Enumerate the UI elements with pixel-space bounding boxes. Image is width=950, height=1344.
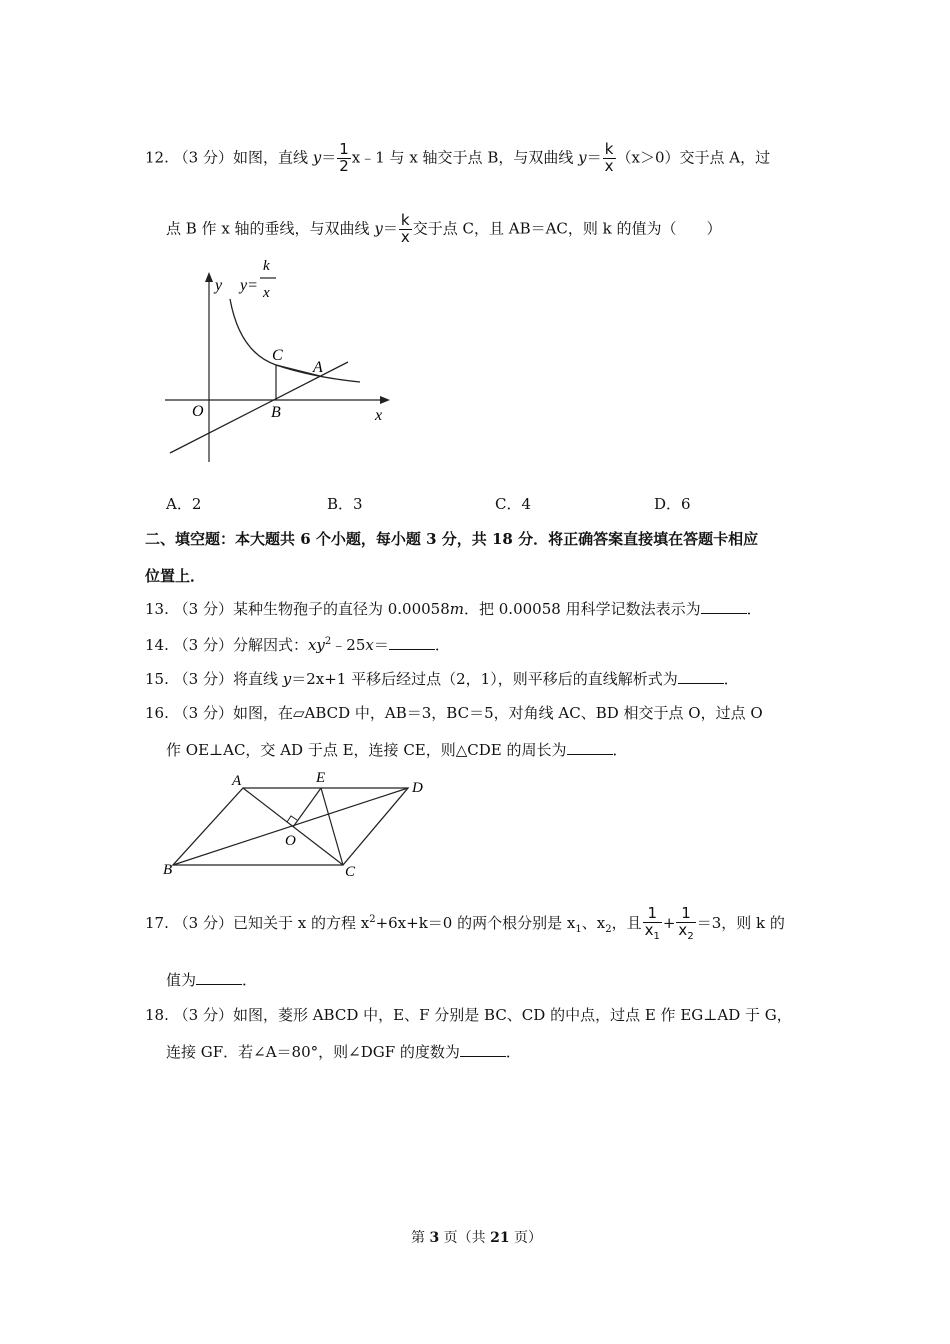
q12-var-y: y <box>312 148 322 167</box>
q16-figure <box>158 765 438 883</box>
q12-number: 12. <box>145 148 169 167</box>
q16-right-angle-icon <box>287 816 297 822</box>
q12-eq2: ＝ <box>586 148 602 167</box>
section2-heading-line2: 位置上． <box>145 567 206 585</box>
q14-expr-x: x <box>365 636 374 654</box>
q12-point-o: O <box>192 403 204 420</box>
q17-text-d: ＝3，则 k 的 <box>696 914 785 933</box>
q12-option-a[interactable]: A．2 <box>166 495 202 513</box>
q12-option-b[interactable]: B．3 <box>327 495 363 513</box>
q16-text-line2: 作 OE⊥AC，交 AD 于点 E，连接 CE，则△CDE 的周长为 <box>166 741 567 759</box>
q14-number: 14. <box>145 636 169 654</box>
q12-x-arrow-icon <box>380 396 390 404</box>
q12-line2-a: 点 B 作 x 轴的垂线，与双曲线 <box>166 219 375 238</box>
q17-text-a: 已知关于 x 的方程 x <box>232 914 370 933</box>
q18-line2 <box>166 1043 521 1061</box>
q14 <box>145 636 450 654</box>
q15-expr-y: y <box>282 670 292 688</box>
q12-point-c: C <box>272 347 283 364</box>
q12-point-b: B <box>271 404 281 421</box>
q14-expr-xy: xy <box>307 636 325 654</box>
q15-text-b: ＝2x+1 平移后经过点（2，1），则平移后的直线解析式为 <box>291 670 678 688</box>
q17-score: （3 分） <box>173 914 233 933</box>
q14-score: （3 分） <box>173 636 233 654</box>
q13-text-a: 某种生物孢子的直径为 0.00058 <box>232 600 450 618</box>
q12-line2-b: 交于点 C，且 AB＝AC，则 k 的值为（ ） <box>412 219 722 238</box>
q14-expr-eq: ＝ <box>373 636 389 654</box>
q12-line2 <box>166 213 722 246</box>
q14-end: ． <box>434 636 450 654</box>
q17-text-b: +6x+k＝0 的两个根分别是 x <box>375 914 576 933</box>
q18-text-line1: 如图，菱形 ABCD 中，E、F 分别是 BC、CD 的中点，过点 E 作 EG⊥AD 于 G， <box>232 1006 792 1024</box>
q17-fraction-2: $\frac{1}{x_2}$ <box>678 904 694 942</box>
q12-eq: ＝ <box>321 148 337 167</box>
q12-func-k: k <box>263 258 270 274</box>
q17-end: ． <box>242 971 258 989</box>
q12-k-over-x-fraction-2: $\frac{k}{x}$ <box>400 211 410 246</box>
q12-func-label: y= <box>240 277 258 294</box>
q12-k-over-x-fraction: $\frac{k}{x}$ <box>604 140 614 175</box>
q16-point-b: B <box>163 862 173 878</box>
q16-score: （3 分） <box>173 704 233 722</box>
q13-end: ． <box>746 600 762 618</box>
q15 <box>145 670 739 688</box>
q17-text-line2: 值为 <box>166 971 197 989</box>
q13-number: 13. <box>145 600 169 618</box>
q14-text-a: 分解因式： <box>232 636 308 654</box>
q17-sup: 2 <box>369 914 376 926</box>
q12-text-1: 如图，直线 <box>232 148 313 167</box>
q12-axis-x-label: x <box>375 407 383 424</box>
q17-line1 <box>145 906 785 942</box>
q14-expr-b: ﹣25 <box>331 636 366 654</box>
q13-score: （3 分） <box>173 600 233 618</box>
q15-end: ． <box>723 670 739 688</box>
q12-axis-y-label: y <box>215 277 223 294</box>
q15-text-a: 将直线 <box>232 670 283 688</box>
q12-point-a: A <box>313 359 323 376</box>
q16-end: ． <box>612 741 628 759</box>
q16-point-e: E <box>316 770 326 786</box>
q12-eq3: ＝ <box>382 219 398 238</box>
q13-unit: m <box>449 600 464 618</box>
q12-func-x: x <box>263 285 270 301</box>
q17-line2 <box>166 971 257 989</box>
q18-end: ． <box>505 1043 521 1061</box>
q16-answer-blank[interactable] <box>567 742 613 755</box>
q17-fraction-1: $\frac{1}{x_1}$ <box>644 904 660 942</box>
q12-text-2: x﹣1 与 x 轴交于点 B，与双曲线 <box>351 148 579 167</box>
q12-var-y3: y <box>374 219 383 238</box>
q15-score: （3 分） <box>173 670 233 688</box>
q12-figure <box>160 252 400 467</box>
q17-number: 17. <box>145 914 169 933</box>
q16-segment-ce <box>321 788 343 865</box>
q13-text-b: ．把 0.00058 用科学记数法表示为 <box>464 600 701 618</box>
q16-line2 <box>166 741 628 759</box>
q12-text-3: （x＞0）交于点 A，过 <box>616 148 771 167</box>
q16-number: 16. <box>145 704 169 722</box>
q12-option-d[interactable]: D．6 <box>654 495 691 513</box>
q16-line1 <box>145 704 763 722</box>
q12-option-c[interactable]: C．4 <box>495 495 532 513</box>
q12-y-arrow-icon <box>205 272 213 282</box>
section2-heading-line1: 二、填空题：本大题共 6 个小题，每小题 3 分，共 18 分．将正确答案直接填在答题卡相应 <box>145 530 759 548</box>
q16-point-c: C <box>345 864 356 880</box>
footer-total-pages: 21 <box>490 1230 510 1246</box>
q16-point-a: A <box>232 773 242 789</box>
q12-line1 <box>145 142 770 175</box>
q16-text-line1: 如图，在▱ABCD 中，AB＝3，BC＝5，对角线 AC、BD 相交于点 O，过点 O <box>232 704 763 722</box>
q13-answer-blank[interactable] <box>701 601 747 614</box>
q17-sub1: 1 <box>575 924 582 936</box>
q18-answer-blank[interactable] <box>460 1044 506 1057</box>
q17-text-c: ，且 <box>611 914 642 933</box>
q18-text-line2: 连接 GF．若∠A＝80°，则∠DGF 的度数为 <box>166 1043 460 1061</box>
q18-line1 <box>145 1006 792 1024</box>
page-footer: 第 3 页（共 21 页） <box>411 1230 543 1246</box>
q18-score: （3 分） <box>173 1006 233 1024</box>
q15-answer-blank[interactable] <box>678 671 724 684</box>
q17-sep: 、x <box>581 914 606 933</box>
q18-number: 18. <box>145 1006 169 1024</box>
q12-var-y2: y <box>578 148 587 167</box>
q14-answer-blank[interactable] <box>389 637 435 650</box>
q14-sup: 2 <box>324 636 332 647</box>
q17-plus: + <box>662 914 676 933</box>
q12-score: （3 分） <box>173 148 233 167</box>
q17-answer-blank[interactable] <box>196 972 242 985</box>
q16-point-d: D <box>412 780 423 796</box>
q17-sub2: 2 <box>605 924 612 936</box>
q12-half-fraction: $\frac{1}{2}$ <box>339 140 349 175</box>
footer-page-number: 3 <box>429 1230 440 1246</box>
q16-point-o: O <box>285 833 296 849</box>
q15-number: 15. <box>145 670 169 688</box>
q13 <box>145 600 762 618</box>
